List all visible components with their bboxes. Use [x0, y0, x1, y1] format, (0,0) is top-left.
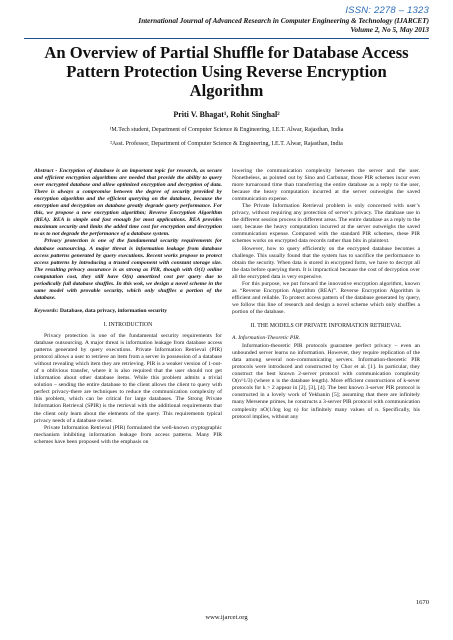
issn-label: ISSN: 2278 – 1323 [345, 5, 429, 16]
keywords [34, 308, 222, 315]
section-heading-models: II. THE MODELS OF PRIVATE INFORMATION RETRIEVAL [250, 322, 402, 329]
abstract [34, 168, 222, 238]
right-column [232, 168, 420, 421]
section-heading-introduction: I. INTRODUCTION [103, 321, 153, 328]
journal-header [24, 17, 429, 35]
paper-title: An Overview of Partial Shuffle for Database Access Pattern Protection Using Reverse Encryption Algorithm [44, 43, 409, 100]
right-paragraph-1: lowering the communication complexity between the server and the user. Nonetheless, as pointed out by Sino and Carbunar, those PIR schemes incur even more turnaround time than transferring the entire database as a reply to the user, because the heavy computation incurred at the server outweighs the saved communication expense. [232, 168, 420, 203]
affiliation-1: ¹M.Tech student, Department of Computer Science & Engineering, I.E.T. Alwar, Rajasthan, India [109, 127, 344, 133]
journal-volume: Volume 2, No 5, May 2013 [350, 26, 429, 34]
abstract-text: Encryption of database is an important topic for research, as secure and efficient encryption algorithms are needed that provide the ability to query over encrypted database and allow optimized encryption and decryption of data. There is always a compromise between the degree of security provided by encryption algorithm and the efficient querying on the database, because the encryption and decryption on database greatly degrade query performance. For this, we propose a new encryption algorithm; Reverse Encryption Algorithm (REA). REA is simple and fast enough for most applications. REA provides maximum security and limits the added time cost for encryption and decryption to as to not degrade the performance of a database system. [34, 168, 222, 238]
abstract-label: Abstract - [34, 168, 58, 174]
keywords-text: Database, data privacy, information security [58, 307, 168, 314]
affiliation-2: ²Asst. Professor, Department of Computer Science & Engineering, I.E.T. Alwar, Rajasthan, India [110, 141, 343, 147]
author-list: Priti V. Bhagat¹, Rohit Singhal² [173, 110, 280, 119]
right-paragraph-5: Information-theoretic PIR protocols guarantee perfect privacy – even an unbounded server learns no information. However, they require replication of the data among several non-communicating servers. Information-theoretic PIR protocols were introduced and constructed by Chor et al. [1]. In particular, they construct the best known 2-server protocol with communication complexity O(n^1/3) (where n is the database length). More efficient constructions of k-sever protocols for k > 2 appear in [2], [3], [4]. The best known 3-server PIR protocol is constructed in a lovely work of Yekhanin [5]; assuming that there are infinitely many Mersenne primes, he constructs a 3-server PIR protocol with communication complexity nO(1/log log n) for infinitely many values of n. Specifically, his protocol implies, without any [232, 343, 420, 420]
journal-name: International Journal of Advanced Research in Computer Engineering & Technology (IJARCET) [138, 17, 429, 25]
right-paragraph-4: For this purpose, we put forward the innovative encryption algorithm, known as “Reverse Encryption Algorithm (REA)”. Reverse Encryption Algorithm is efficient and reliable. To protect access pattern of the database generated by query, we follow this line of research and design a novel scheme which only shuffles a portion of the database. [232, 280, 420, 315]
abstract-paragraph-2: Privacy protection is one of the fundamental security requirements for database outsourcing. A major threat is information leakage from database access patterns generated by query executions. Recent works propose to protect access patterns by introducing a trusted component with constant storage size. The resulting privacy assurance is as strong as PIR, though with O(1) online computation cost, they still have O(n) amortized cost per query due to periodically full database shuffles. In this wok, we design a novel scheme in the same model with provable security, which only shuffles a portion of the database. [34, 238, 222, 301]
left-column [34, 168, 222, 446]
page-number: 1670 [415, 599, 429, 606]
subsection-heading-it-pir: A. Information-Theoretic PIR. [232, 335, 301, 342]
header-rule [24, 38, 429, 39]
keywords-label: Keywords: [34, 307, 59, 314]
right-paragraph-2: The Private Information Retrieval problem is only concerned with user’s privacy, without requiring any protection of server’s privacy. The database use in the different session process in different areas. The entire database as a reply to the user, because the heavy computation incurred at the server outweighs the saved communication expense. Compared with the standard PIR schemes, these PIR schemes works on encrypted data records rather than bits in plaintext. [232, 203, 420, 245]
intro-paragraph-2: Private Information Retrieval (PIR) formulated the well-known cryptographic mechanism inhibiting information leakage from access patterns. Many PIR schemes have been proposed with the emphasis on [34, 424, 222, 445]
right-paragraph-3: However, how to query efficiently on the encrypted database becomes a challenge. This usually found that the system has to sacrifice the performance to obtain the security. When data is stored in encrypted form, we have to decrypt all the data before querying them. It is impractical because the cost of decryption over all the encrypted data is very expensive. [232, 245, 420, 280]
intro-paragraph-1: Privacy protection is one of the fundamental security requirements for database outsourcing. A major threat is information leakage from database access patterns generated by query executions. Private Information Retrieval (PIR) protocol allows a user to retrieve an item from a server in possession of a database without revealing which item they are retrieving. PIR is a weaker version of 1-out-of n oblivious transfer, where it is also required that the user should not get information about other database items. While this problem admits a trivial solution – sending the entire database to the client allows the client to query with perfect privacy-there are techniques to reduce the communication complexity of this problem, which can be critical for large databases. The Strong Private Information Retrieval (SPIR) is the retrieval with the additional requirements that the client only learn about the elements of the query. This requirements typical privacy needs of a database owner. [34, 332, 222, 424]
footer-url[interactable]: www.ijarcet.org [205, 614, 248, 621]
